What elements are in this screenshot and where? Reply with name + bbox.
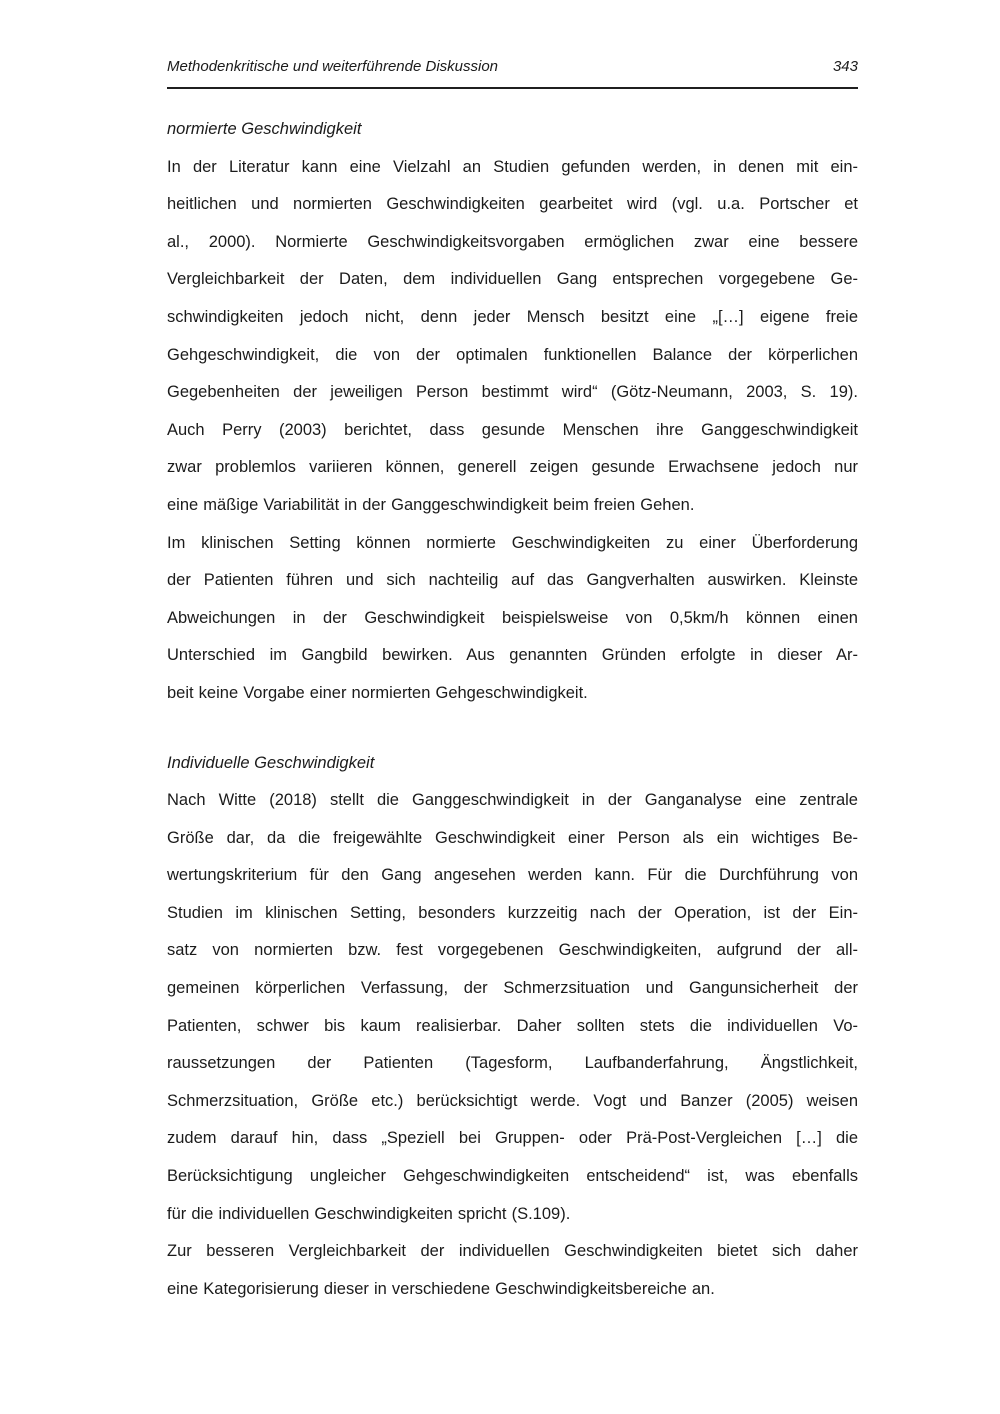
text-line: eine mäßige Variabilität in der Ganggeschwindigkeit beim freien Gehen.	[167, 495, 695, 514]
text-line: Nach Witte (2018) stellt die Ganggeschwindigkeit in der Ganganalyse eine zentrale	[167, 791, 858, 810]
text-line: Im klinischen Setting können normierte Geschwindigkeiten zu einer Überforderung	[167, 533, 858, 552]
text-line: Vergleichbarkeit der Daten, dem individuellen Gang entsprechen vorgegebene Ge-	[167, 270, 858, 289]
text-line: raussetzungen der Patienten (Tagesform, Laufbanderfahrung, Ängstlichkeit,	[167, 1054, 858, 1073]
section-heading: Individuelle Geschwindigkeit	[167, 753, 375, 772]
text-line: heitlichen und normierten Geschwindigkeiten gearbeitet wird (vgl. u.a. Portscher et	[167, 195, 858, 214]
page-content	[167, 58, 858, 1308]
text-line: für die individuellen Geschwindigkeiten spricht (S.109).	[167, 1204, 571, 1223]
paragraph	[167, 1233, 858, 1308]
text-line: gemeinen körperlichen Verfassung, der Schmerzsituation und Gangunsicherheit der	[167, 979, 858, 998]
section-heading: normierte Geschwindigkeit	[167, 120, 362, 138]
text-line: Größe dar, da die freigewählte Geschwindigkeit einer Person als ein wichtiges Be-	[167, 828, 858, 847]
text-line: Patienten, schwer bis kaum realisierbar. Daher sollten stets die individuellen Vo-	[167, 1016, 858, 1035]
paragraph	[167, 525, 858, 713]
text-line: schwindigkeiten jedoch nicht, denn jeder Mensch besitzt eine „[…] eigene freie	[167, 307, 858, 326]
text-line: In der Literatur kann eine Vielzahl an Studien gefunden werden, in denen mit ein-	[167, 157, 858, 176]
paragraph	[167, 149, 858, 525]
text-line: al., 2000). Normierte Geschwindigkeitsvorgaben ermöglichen zwar eine bessere	[167, 232, 858, 251]
text-line: beit keine Vorgabe einer normierten Gehgeschwindigkeit.	[167, 683, 588, 702]
text-line: Studien im klinischen Setting, besonders kurzzeitig nach der Operation, ist der Ein-	[167, 903, 858, 922]
text-line: Schmerzsituation, Größe etc.) berücksichtigt werde. Vogt und Banzer (2005) weisen	[167, 1091, 858, 1110]
section-individuelle-geschwindigkeit	[167, 745, 858, 1309]
text-line: Gehgeschwindigkeit, die von der optimalen funktionellen Balance der körperlichen	[167, 345, 858, 364]
text-line: eine Kategorisierung dieser in verschiedene Geschwindigkeitsbereiche an.	[167, 1279, 715, 1298]
section-normierte-geschwindigkeit	[167, 111, 858, 713]
text-line: Abweichungen in der Geschwindigkeit beispielsweise von 0,5km/h können einen	[167, 608, 858, 627]
text-line: Zur besseren Vergleichbarkeit der individuellen Geschwindigkeiten bietet sich daher	[167, 1242, 858, 1261]
text-line: der Patienten führen und sich nachteilig auf das Gangverhalten auswirken. Kleinste	[167, 571, 858, 590]
text-line: Berücksichtigung ungleicher Gehgeschwindigkeiten entscheidend“ ist, was ebenfalls	[167, 1167, 858, 1186]
text-line: satz von normierten bzw. fest vorgegebenen Geschwindigkeiten, aufgrund der all-	[167, 941, 858, 960]
text-line: zwar problemlos variieren können, generell zeigen gesunde Erwachsene jedoch nur	[167, 458, 858, 477]
running-header	[167, 58, 858, 75]
text-line: wertungskriterium für den Gang angesehen werden kann. Für die Durchführung von	[167, 866, 858, 885]
running-header-title: Methodenkritische und weiterführende Diskussion	[167, 58, 499, 75]
text-line: Gegebenheiten der jeweiligen Person bestimmt wird“ (Götz-Neumann, 2003, S. 19).	[167, 383, 858, 402]
text-line: zudem darauf hin, dass „Speziell bei Gruppen- oder Prä-Post-Vergleichen […] die	[167, 1129, 858, 1148]
paragraph	[167, 782, 858, 1233]
text-line: Unterschied im Gangbild bewirken. Aus genannten Gründen erfolgte in dieser Ar-	[167, 646, 858, 665]
header-rule	[167, 87, 858, 89]
text-line: Auch Perry (2003) berichtet, dass gesunde Menschen ihre Ganggeschwindigkeit	[167, 420, 858, 439]
page-number: 343	[832, 58, 858, 75]
